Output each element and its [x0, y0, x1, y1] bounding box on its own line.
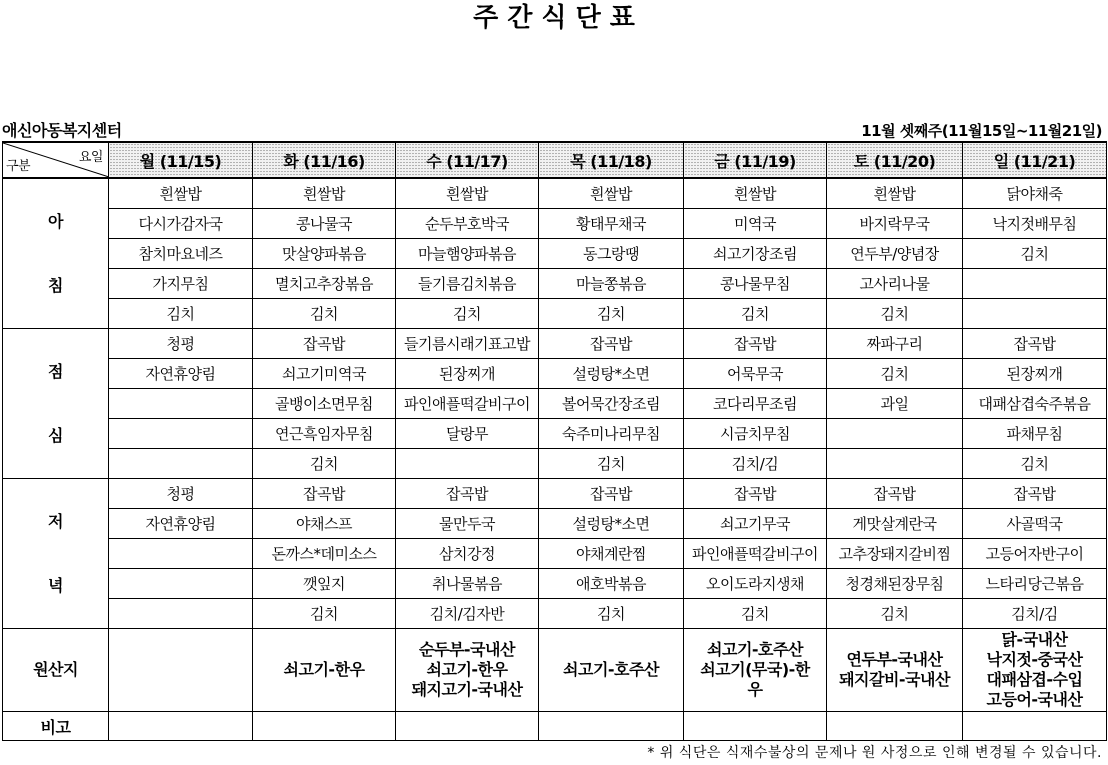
menu-item: 삼치강정: [396, 539, 539, 569]
menu-item: 잡곡밥: [963, 479, 1107, 509]
day-header: 수 (11/17): [396, 142, 539, 178]
menu-item: 흰쌀밥: [109, 178, 253, 209]
menu-item: 김치: [396, 299, 539, 329]
menu-item: 취나물볶음: [396, 569, 539, 599]
menu-item: 고등어자반구이: [963, 539, 1107, 569]
menu-item: [109, 539, 253, 569]
menu-item: 달랑무: [396, 419, 539, 449]
menu-item: [109, 569, 253, 599]
menu-item: 김치: [963, 239, 1107, 269]
meal-row: [3, 239, 1107, 269]
corner-label-day: 요일: [78, 150, 103, 165]
origin-line: 닭-국내산: [1001, 630, 1068, 649]
menu-item: 김치: [109, 299, 253, 329]
origin-cell: [396, 629, 539, 712]
origin-line: 고등어-국내산: [986, 690, 1083, 709]
menu-item: 멸치고추장볶음: [253, 269, 396, 299]
menu-item: [827, 449, 963, 479]
menu-item: 볼어묵간장조림: [539, 389, 684, 419]
origin-cell: [963, 629, 1107, 712]
menu-item: 김치: [827, 359, 963, 389]
remark-cell: [684, 712, 827, 741]
menu-item: 잡곡밥: [684, 479, 827, 509]
day-header: 월 (11/15): [109, 142, 253, 178]
menu-item: [109, 599, 253, 629]
menu-item: 흰쌀밥: [684, 178, 827, 209]
menu-item: 청평: [109, 329, 253, 359]
meal-row: [3, 539, 1107, 569]
menu-item: 흰쌀밥: [396, 178, 539, 209]
day-header: 목 (11/18): [539, 142, 684, 178]
menu-item: 김치: [963, 449, 1107, 479]
meal-label-top: 점: [48, 361, 63, 381]
menu-item: 야채스프: [253, 509, 396, 539]
origin-row: [3, 629, 1107, 712]
menu-item: [963, 269, 1107, 299]
menu-item: 들기름김치볶음: [396, 269, 539, 299]
menu-item: 연두부/양념장: [827, 239, 963, 269]
menu-item: 물만두국: [396, 509, 539, 539]
menu-item: 참치마요네즈: [109, 239, 253, 269]
menu-item: [109, 419, 253, 449]
menu-item: 바지락무국: [827, 209, 963, 239]
menu-item: 돈까스*데미소스: [253, 539, 396, 569]
origin-line: 우: [747, 680, 763, 699]
menu-item: 김치/김: [684, 449, 827, 479]
menu-item: [963, 299, 1107, 329]
menu-item: [109, 389, 253, 419]
menu-item: 숙주미나리무침: [539, 419, 684, 449]
origin-line: 쇠고기-호주산: [707, 640, 803, 659]
remark-cell: [827, 712, 963, 741]
day-header: 일 (11/21): [963, 142, 1107, 178]
menu-item: 가지무침: [109, 269, 253, 299]
remark-cell: [539, 712, 684, 741]
origin-line: 쇠고기-호주산: [563, 660, 659, 679]
meal-label: [3, 479, 109, 629]
menu-item: 파인애플떡갈비구이: [396, 389, 539, 419]
menu-item: 쇠고기장조림: [684, 239, 827, 269]
menu-item: 닭야채죽: [963, 178, 1107, 209]
menu-item: 잡곡밥: [539, 329, 684, 359]
menu-item: 흰쌀밥: [253, 178, 396, 209]
meal-row: [3, 329, 1107, 359]
footnote: * 위 식단은 식재수불상의 문제나 원 사정으로 인해 변경될 수 있습니다.: [647, 745, 1102, 761]
menu-item: 마늘햄양파볶음: [396, 239, 539, 269]
day-header: 토 (11/20): [827, 142, 963, 178]
menu-item: 황태무채국: [539, 209, 684, 239]
menu-item: 김치: [539, 599, 684, 629]
page-title: 주 간 식 단 표: [473, 3, 635, 33]
origin-line: 연두부-국내산: [846, 650, 943, 669]
menu-item: 느타리당근볶음: [963, 569, 1107, 599]
menu-item: 오이도라지생채: [684, 569, 827, 599]
meal-label-bottom: 녁: [48, 575, 63, 595]
menu-item: 게맛살계란국: [827, 509, 963, 539]
remark-cell: [109, 712, 253, 741]
origin-line: 순두부-국내산: [419, 640, 515, 659]
menu-item: [827, 419, 963, 449]
menu-item: 김치: [827, 299, 963, 329]
menu-item: 다시가감자국: [109, 209, 253, 239]
menu-item: 파인애플떡갈비구이: [684, 539, 827, 569]
menu-item: 시금치무침: [684, 419, 827, 449]
menu-item: 잡곡밥: [827, 479, 963, 509]
menu-item: 된장찌개: [396, 359, 539, 389]
menu-item: [396, 449, 539, 479]
origin-cell: [827, 629, 963, 712]
meal-row: [3, 209, 1107, 239]
meal-row: [3, 269, 1107, 299]
menu-item: 골뱅이소면무침: [253, 389, 396, 419]
meal-label-top: 아: [48, 211, 63, 231]
meal-row: [3, 509, 1107, 539]
meal-row: [3, 359, 1107, 389]
menu-item: 김치: [827, 599, 963, 629]
corner-label-category: 구분: [6, 159, 31, 174]
origin-cell: [539, 629, 684, 712]
menu-item: 연근흑임자무침: [253, 419, 396, 449]
menu-item: 쇠고기무국: [684, 509, 827, 539]
origin-cell: [684, 629, 827, 712]
meal-row: [3, 599, 1107, 629]
origin-line: 낙지젓-중국산: [986, 650, 1083, 669]
menu-item: 김치: [253, 299, 396, 329]
meal-label-top: 저: [48, 511, 63, 531]
menu-item: [109, 449, 253, 479]
menu-item: 대패삼겹숙주볶음: [963, 389, 1107, 419]
menu-item: 자연휴양림: [109, 359, 253, 389]
menu-item: 김치: [539, 449, 684, 479]
menu-item: 잡곡밥: [396, 479, 539, 509]
menu-item: 설렁탕*소면: [539, 509, 684, 539]
meal-row: [3, 569, 1107, 599]
remark-cell: [253, 712, 396, 741]
menu-item: 낙지젓배무침: [963, 209, 1107, 239]
meal-label-bottom: 심: [48, 425, 63, 445]
menu-item: 자연휴양림: [109, 509, 253, 539]
menu-item: 잡곡밥: [253, 479, 396, 509]
menu-item: 파채무침: [963, 419, 1107, 449]
menu-item: 잡곡밥: [684, 329, 827, 359]
menu-item: 김치: [684, 599, 827, 629]
menu-item: 들기름시래기표고밥: [396, 329, 539, 359]
menu-item: 동그랑땡: [539, 239, 684, 269]
menu-item: 콩나물무침: [684, 269, 827, 299]
menu-item: 흰쌀밥: [539, 178, 684, 209]
origin-line: 대패삼겹-수입: [986, 670, 1083, 689]
menu-item: 김치: [253, 449, 396, 479]
menu-item: 흰쌀밥: [827, 178, 963, 209]
meal-row: [3, 449, 1107, 479]
header-row: [3, 142, 1107, 178]
menu-item: 청평: [109, 479, 253, 509]
remark-label: 비고: [3, 712, 109, 741]
origin-cell: [109, 629, 253, 712]
menu-item: 쇠고기미역국: [253, 359, 396, 389]
menu-item: 애호박볶음: [539, 569, 684, 599]
origin-cell: [253, 629, 396, 712]
corner-cell: [3, 142, 109, 178]
organization-name: 애신아동복지센터: [2, 121, 122, 140]
meal-row: [3, 479, 1107, 509]
menu-item: 김치/김: [963, 599, 1107, 629]
menu-item: 코다리무조림: [684, 389, 827, 419]
day-header: 금 (11/19): [684, 142, 827, 178]
meal-row: [3, 178, 1107, 209]
origin-line: 쇠고기-한우: [283, 660, 365, 679]
meal-row: [3, 419, 1107, 449]
menu-item: 김치: [253, 599, 396, 629]
menu-item: 맛살양파볶음: [253, 239, 396, 269]
menu-item: 어묵무국: [684, 359, 827, 389]
remark-row: [3, 712, 1107, 741]
menu-item: 잡곡밥: [963, 329, 1107, 359]
meal-label: [3, 178, 109, 329]
menu-item: 콩나물국: [253, 209, 396, 239]
menu-item: 설렁탕*소면: [539, 359, 684, 389]
origin-label: 원산지: [3, 629, 109, 712]
menu-item: 청경채된장무침: [827, 569, 963, 599]
menu-item: 된장찌개: [963, 359, 1107, 389]
meal-label: [3, 329, 109, 479]
remark-cell: [963, 712, 1107, 741]
origin-line: 쇠고기-한우: [426, 660, 508, 679]
day-header: 화 (11/16): [253, 142, 396, 178]
menu-item: 깻잎지: [253, 569, 396, 599]
menu-item: 짜파구리: [827, 329, 963, 359]
meal-row: [3, 299, 1107, 329]
menu-item: 잡곡밥: [253, 329, 396, 359]
weekly-menu-table: [2, 141, 1107, 741]
menu-item: 사골떡국: [963, 509, 1107, 539]
origin-line: 돼지고기-국내산: [411, 680, 523, 699]
meal-row: [3, 389, 1107, 419]
menu-item: 잡곡밥: [539, 479, 684, 509]
remark-cell: [396, 712, 539, 741]
meal-label-bottom: 침: [48, 275, 63, 295]
menu-item: 미역국: [684, 209, 827, 239]
week-range: 11월 셋째주(11월15일~11월21일): [861, 122, 1102, 140]
menu-item: 야채계란찜: [539, 539, 684, 569]
menu-item: 과일: [827, 389, 963, 419]
menu-item: 김치: [684, 299, 827, 329]
menu-item: 고사리나물: [827, 269, 963, 299]
origin-line: 돼지갈비-국내산: [839, 670, 950, 689]
origin-line: 쇠고기(무국)-한: [700, 660, 810, 679]
menu-item: 김치: [539, 299, 684, 329]
menu-item: 마늘쫑볶음: [539, 269, 684, 299]
menu-item: 김치/김자반: [396, 599, 539, 629]
menu-item: 순두부호박국: [396, 209, 539, 239]
menu-item: 고추장돼지갈비찜: [827, 539, 963, 569]
